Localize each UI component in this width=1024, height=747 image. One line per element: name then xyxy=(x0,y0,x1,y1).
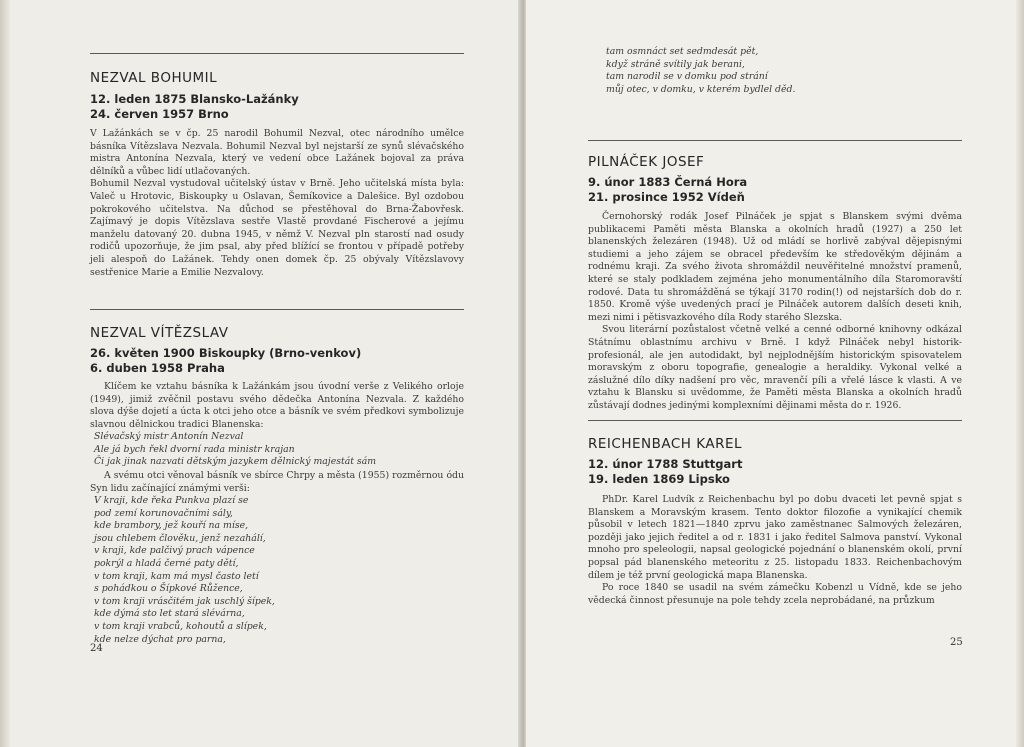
verse-line: pokrýl a hladá černé paty dětí, xyxy=(94,557,239,569)
verse-line: Slévačský mistr Antonín Nezval xyxy=(94,431,244,442)
verse-line: kde brambory, jež kouří na míse, xyxy=(94,520,249,532)
poem-syn-lidu xyxy=(94,495,275,646)
poem-velky-orloj xyxy=(94,431,376,469)
heading-nezval-bohumil: NEZVAL BOHUMIL xyxy=(90,70,218,86)
birth-date: 12. únor 1788 Stuttgart xyxy=(588,457,743,471)
verse-line: kde dýmá sto let stará slévárna, xyxy=(94,608,245,620)
verse-line: Či jak jinak nazvati dětským jazykem dělnický majestát sám xyxy=(94,456,377,468)
birth-date: 9. únor 1883 Černá Hora xyxy=(588,175,748,189)
right-page xyxy=(526,0,1024,747)
dates-reichenbach xyxy=(588,457,742,487)
heading-pilnacek: PILNÁČEK JOSEF xyxy=(588,154,705,170)
poem-continuation xyxy=(606,46,795,96)
paragraph: Svou literární pozůstalost včetně velké a cenné odborné knihovny odkázal Státnímu oblastnímu archivu v Brně. I když Pilnáček nebyl historik-profesionál, ale jen autodidakt, byl nejplodnějším historickým spisovatelem moravským z oboru topografie, genealogie a heraldiky. Vykonal velké a záslužné dílo díky nadšení pro věc, mravenčí píli a vřelé lásce k vlasti. A ve vztahu k Blansku si uvědomme, že Paměti města Blanska a okolních hradů zůstávají dodnes jedinými komplexními dějinami města do r. 1926. xyxy=(588,324,962,411)
heading-nezval-vitezslav: NEZVAL VÍTĚZSLAV xyxy=(90,325,229,341)
verse-line: když stráně svítily jak berani, xyxy=(606,58,745,70)
verse-line: jsou chlebem člověku, jenž nezahálí, xyxy=(94,532,266,544)
paragraph: Klíčem ke vztahu básníka k Lažánkám jsou úvodní verše z Velikého orloje (1949), jimiž zvěčnil postavu svého dědečka Antonína Nezvala. Z každého slova dýše dojetí a úcta k otci jeho otce a básník ve svém předkovi symbolizuje slavnou dělnickou tradici Blanenska: xyxy=(90,381,464,430)
dates-nezval-vitezslav xyxy=(90,346,361,376)
text-nezval-vitezslav-second xyxy=(90,470,464,495)
death-date: 19. leden 1869 Lipsko xyxy=(588,472,730,486)
verse-line: v kraji, kde palčivý prach vápence xyxy=(94,545,255,557)
text-reichenbach xyxy=(588,494,962,607)
page-number: 24 xyxy=(90,643,103,654)
verse-line: v tom kraji vrabců, kohoutů a slípek, xyxy=(94,620,267,632)
verse-line: v tom kraji, kam má mysl často letí xyxy=(94,570,259,582)
section-rule xyxy=(90,309,464,310)
death-date: 21. prosince 1952 Vídeň xyxy=(588,190,745,204)
section-rule xyxy=(588,140,962,141)
section-rule xyxy=(90,53,464,54)
verse-line: kde nelze dýchat pro parna, xyxy=(94,633,226,645)
verse-line: můj otec, v domku, v kterém bydlel děd. xyxy=(606,83,796,95)
verse-line: Ale já bych řekl dvorní rada ministr krajan xyxy=(94,443,295,455)
verse-line: tam osmnáct set sedmdesát pět, xyxy=(606,46,759,57)
dates-nezval-bohumil xyxy=(90,92,299,122)
page-number: 25 xyxy=(950,637,963,648)
paragraph: Černohorský rodák Josef Pilnáček je spjat s Blanskem svými dvěma publikacemi Paměti města Blanska a okolních hradů (1927) a 250 let blanenských železáren (1948). Už od mládí se horlivě zabýval dějepisnými studiemi a jeho zájem se obracel především ke středověkým dějinám a rodnému kraji. Za svého života shromáždil neuvěřitelné množství pramenů, které se staly podkladem zejména jeho monumentálního díla Staromoravští rodové. Data tu shromážděná se týkají 3170 rodin(!) od nejstarších dob do r. 1850. Kromě výše uvedených prací je Pilnáček autorem dalších deseti knih, mezi nimi i pětisvazkového díla Rody starého Slezska. xyxy=(588,211,962,323)
death-date: 24. červen 1957 Brno xyxy=(90,107,229,121)
birth-date: 12. leden 1875 Blansko-Lažánky xyxy=(90,92,299,106)
death-date: 6. duben 1958 Praha xyxy=(90,361,225,375)
text-nezval-vitezslav-intro xyxy=(90,381,464,431)
verse-line: V kraji, kde řeka Punkva plazí se xyxy=(94,495,249,506)
paragraph: V Lažánkách se v čp. 25 narodil Bohumil Nezval, otec národního umělce básníka Vítězslava Nezvala. Bohumil Nezval byl nejstarší ze synů slévačského mistra Antonína Nezvala, který ve vedení obce Lažánek bojoval za práva dělníků a vůbec lidí utlačovaných. xyxy=(90,128,464,177)
page-edge xyxy=(0,0,10,747)
text-nezval-bohumil xyxy=(90,128,464,279)
text-pilnacek xyxy=(588,211,962,413)
paragraph: Bohumil Nezval vystudoval učitelský ústav v Brně. Jeho učitelská místa byla: Valeč u Hrotovic, Biskoupky u Oslavan, Šemíkovice a Dalešice. Byl ozdobou pokrokového učitelstva. Na důchod se přestěhoval do Brna-Žabovřesk. Zajímavý je dopis Vítězslava sestře Vlastě provdané Fischerové a jejímu manželu datovaný 20. dubna 1945, v němž V. Nezval pln starostí nad osudy rodičů upozorňuje, že jim psal, aby před blížící se frontou v případě potřeby jeli alespoň do Lažánek. Tehdy onen domek čp. 25 obývaly Vítězslavovy sestřenice Marie a Emilie Nezvalovy. xyxy=(90,178,464,278)
verse-line: s pohádkou o Šípkové Růžence, xyxy=(94,583,243,595)
dates-pilnacek xyxy=(588,175,747,205)
paragraph: PhDr. Karel Ludvík z Reichenbachu byl po dobu dvaceti let pevně spjat s Blanskem a Moravským krasem. Tento doktor filozofie a vynikající chemik působil v letech 1821—1840 zprvu jako zaměstnanec Salmových železáren, později jako jejich ředitel a od r. 1831 i jako ředitel Salmova panství. Vykonal mnoho pro speleologii, napsal geologické pojednání o blanenském okolí, první popsal pád blanenského meteoritu z 25. listopadu 1833. Reichenbachovým dílem je též první geologická mapa Blanenska. xyxy=(588,494,962,581)
verse-line: v tom kraji vrásčitém jak uschlý šípek, xyxy=(94,595,275,607)
verse-line: pod zemí korunovačními sály, xyxy=(94,507,233,519)
paragraph: Po roce 1840 se usadil na svém zámečku Kobenzl u Vídně, kde se jeho vědecká činnost přesunuje na pole tehdy zcela neprobádané, na průzkum xyxy=(588,582,962,606)
page-edge xyxy=(1016,0,1024,747)
paragraph: A svému otci věnoval básník ve sbírce Chrpy a města (1955) rozměrnou ódu Syn lidu začínající známými verši: xyxy=(90,470,464,494)
heading-reichenbach: REICHENBACH KAREL xyxy=(588,436,743,452)
section-rule xyxy=(588,420,962,421)
birth-date: 26. květen 1900 Biskoupky (Brno-venkov) xyxy=(90,346,362,360)
verse-line: tam narodil se v domku pod strání xyxy=(606,71,768,83)
